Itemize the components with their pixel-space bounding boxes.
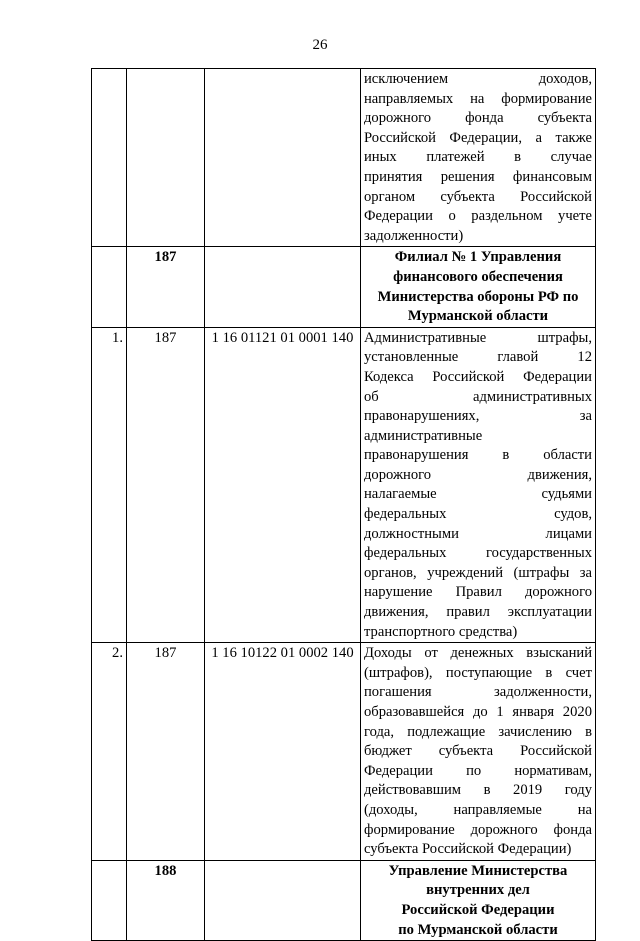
admin-code: 187: [127, 247, 205, 327]
description-line: задолженности): [364, 227, 464, 244]
description-line: административные: [364, 427, 483, 444]
description-line: иных платежей в случае: [364, 149, 592, 166]
administrator-name-line: по Мурманской области: [398, 921, 558, 938]
description-line: Доходы от денежных взысканий: [364, 645, 592, 662]
description-line: направляемых на формирование: [364, 90, 592, 107]
description-line: дорожного движения,: [364, 466, 592, 483]
description-line: должностными лицами: [364, 525, 592, 542]
row-number: [92, 69, 127, 247]
table-row: [92, 69, 596, 247]
description-line: Российской Федерации, а также: [364, 129, 592, 146]
description-line: правонарушениях, за: [364, 408, 592, 425]
table-row: [92, 247, 596, 327]
description-line: правонарушения в области: [364, 447, 592, 464]
revenue-codes-table: [91, 68, 596, 941]
row-number: 2.: [92, 643, 127, 861]
row-number: [92, 247, 127, 327]
description-line: установленные главой 12: [364, 349, 592, 366]
description-line: федеральных государственных: [364, 545, 592, 562]
description-line: Кодекса Российской Федерации: [364, 368, 592, 385]
page-number: 26: [312, 37, 328, 53]
admin-code: [127, 69, 205, 247]
kbk-code: 1 16 10122 01 0002 140: [205, 643, 361, 861]
table-row: [92, 327, 596, 643]
description-line: года, подлежащие зачислению в: [364, 723, 592, 740]
description-line: формирование дорожного фонда: [364, 821, 592, 838]
description-line: Федерации по нормативам,: [364, 762, 592, 779]
description-line: исключением доходов,: [364, 71, 592, 87]
administrator-name-line: Министерства обороны РФ по: [377, 288, 579, 305]
administrator-name: [361, 860, 596, 940]
description-line: движения, правил эксплуатации: [364, 604, 592, 621]
administrator-name-line: внутренних дел: [426, 882, 530, 899]
description-line: Административные штрафы,: [364, 329, 592, 346]
income-description: [361, 327, 596, 643]
admin-code: 188: [127, 860, 205, 940]
administrator-name-line: финансового обеспечения: [393, 268, 563, 285]
description-line: бюджет субъекта Российской: [364, 743, 592, 760]
description-line: федеральных судов,: [364, 506, 592, 523]
income-description: [361, 69, 596, 247]
description-line: налагаемые судьями: [364, 486, 592, 503]
description-line: органом субъекта Российской: [364, 188, 592, 205]
income-description: [361, 643, 596, 861]
table-row: [92, 860, 596, 940]
description-line: нарушение Правил дорожного: [364, 584, 592, 601]
description-line: действовавшим в 2019 году: [364, 782, 592, 799]
kbk-code: 1 16 01121 01 0001 140: [205, 327, 361, 643]
description-line: субъекта Российской Федерации): [364, 841, 572, 858]
row-number: [92, 860, 127, 940]
administrator-name-line: Российской Федерации: [401, 901, 555, 918]
description-line: (доходы, направляемые на: [364, 801, 592, 818]
admin-code: 187: [127, 643, 205, 861]
description-line: (штрафов), поступающие в счет: [364, 664, 592, 681]
admin-code: 187: [127, 327, 205, 643]
row-number: 1.: [92, 327, 127, 643]
description-line: погашения задолженности,: [364, 684, 592, 701]
administrator-name: [361, 247, 596, 327]
description-line: принятия решения финансовым: [364, 168, 592, 185]
description-line: Федерации о раздельном учете: [364, 208, 592, 225]
description-line: транспортного средства): [364, 623, 518, 640]
kbk-code: [205, 860, 361, 940]
kbk-code: [205, 69, 361, 247]
kbk-code: [205, 247, 361, 327]
description-line: дорожного фонда субъекта: [364, 110, 592, 127]
description-line: органов, учреждений (штрафы за: [364, 564, 592, 581]
administrator-name-line: Управление Министерства: [388, 862, 568, 879]
administrator-name-line: Филиал № 1 Управления: [394, 249, 562, 266]
description-line: образовавшейся до 1 января 2020: [364, 704, 592, 720]
administrator-name-line: Мурманской области: [407, 308, 549, 325]
description-line: об административных: [364, 388, 592, 405]
table-row: [92, 643, 596, 861]
